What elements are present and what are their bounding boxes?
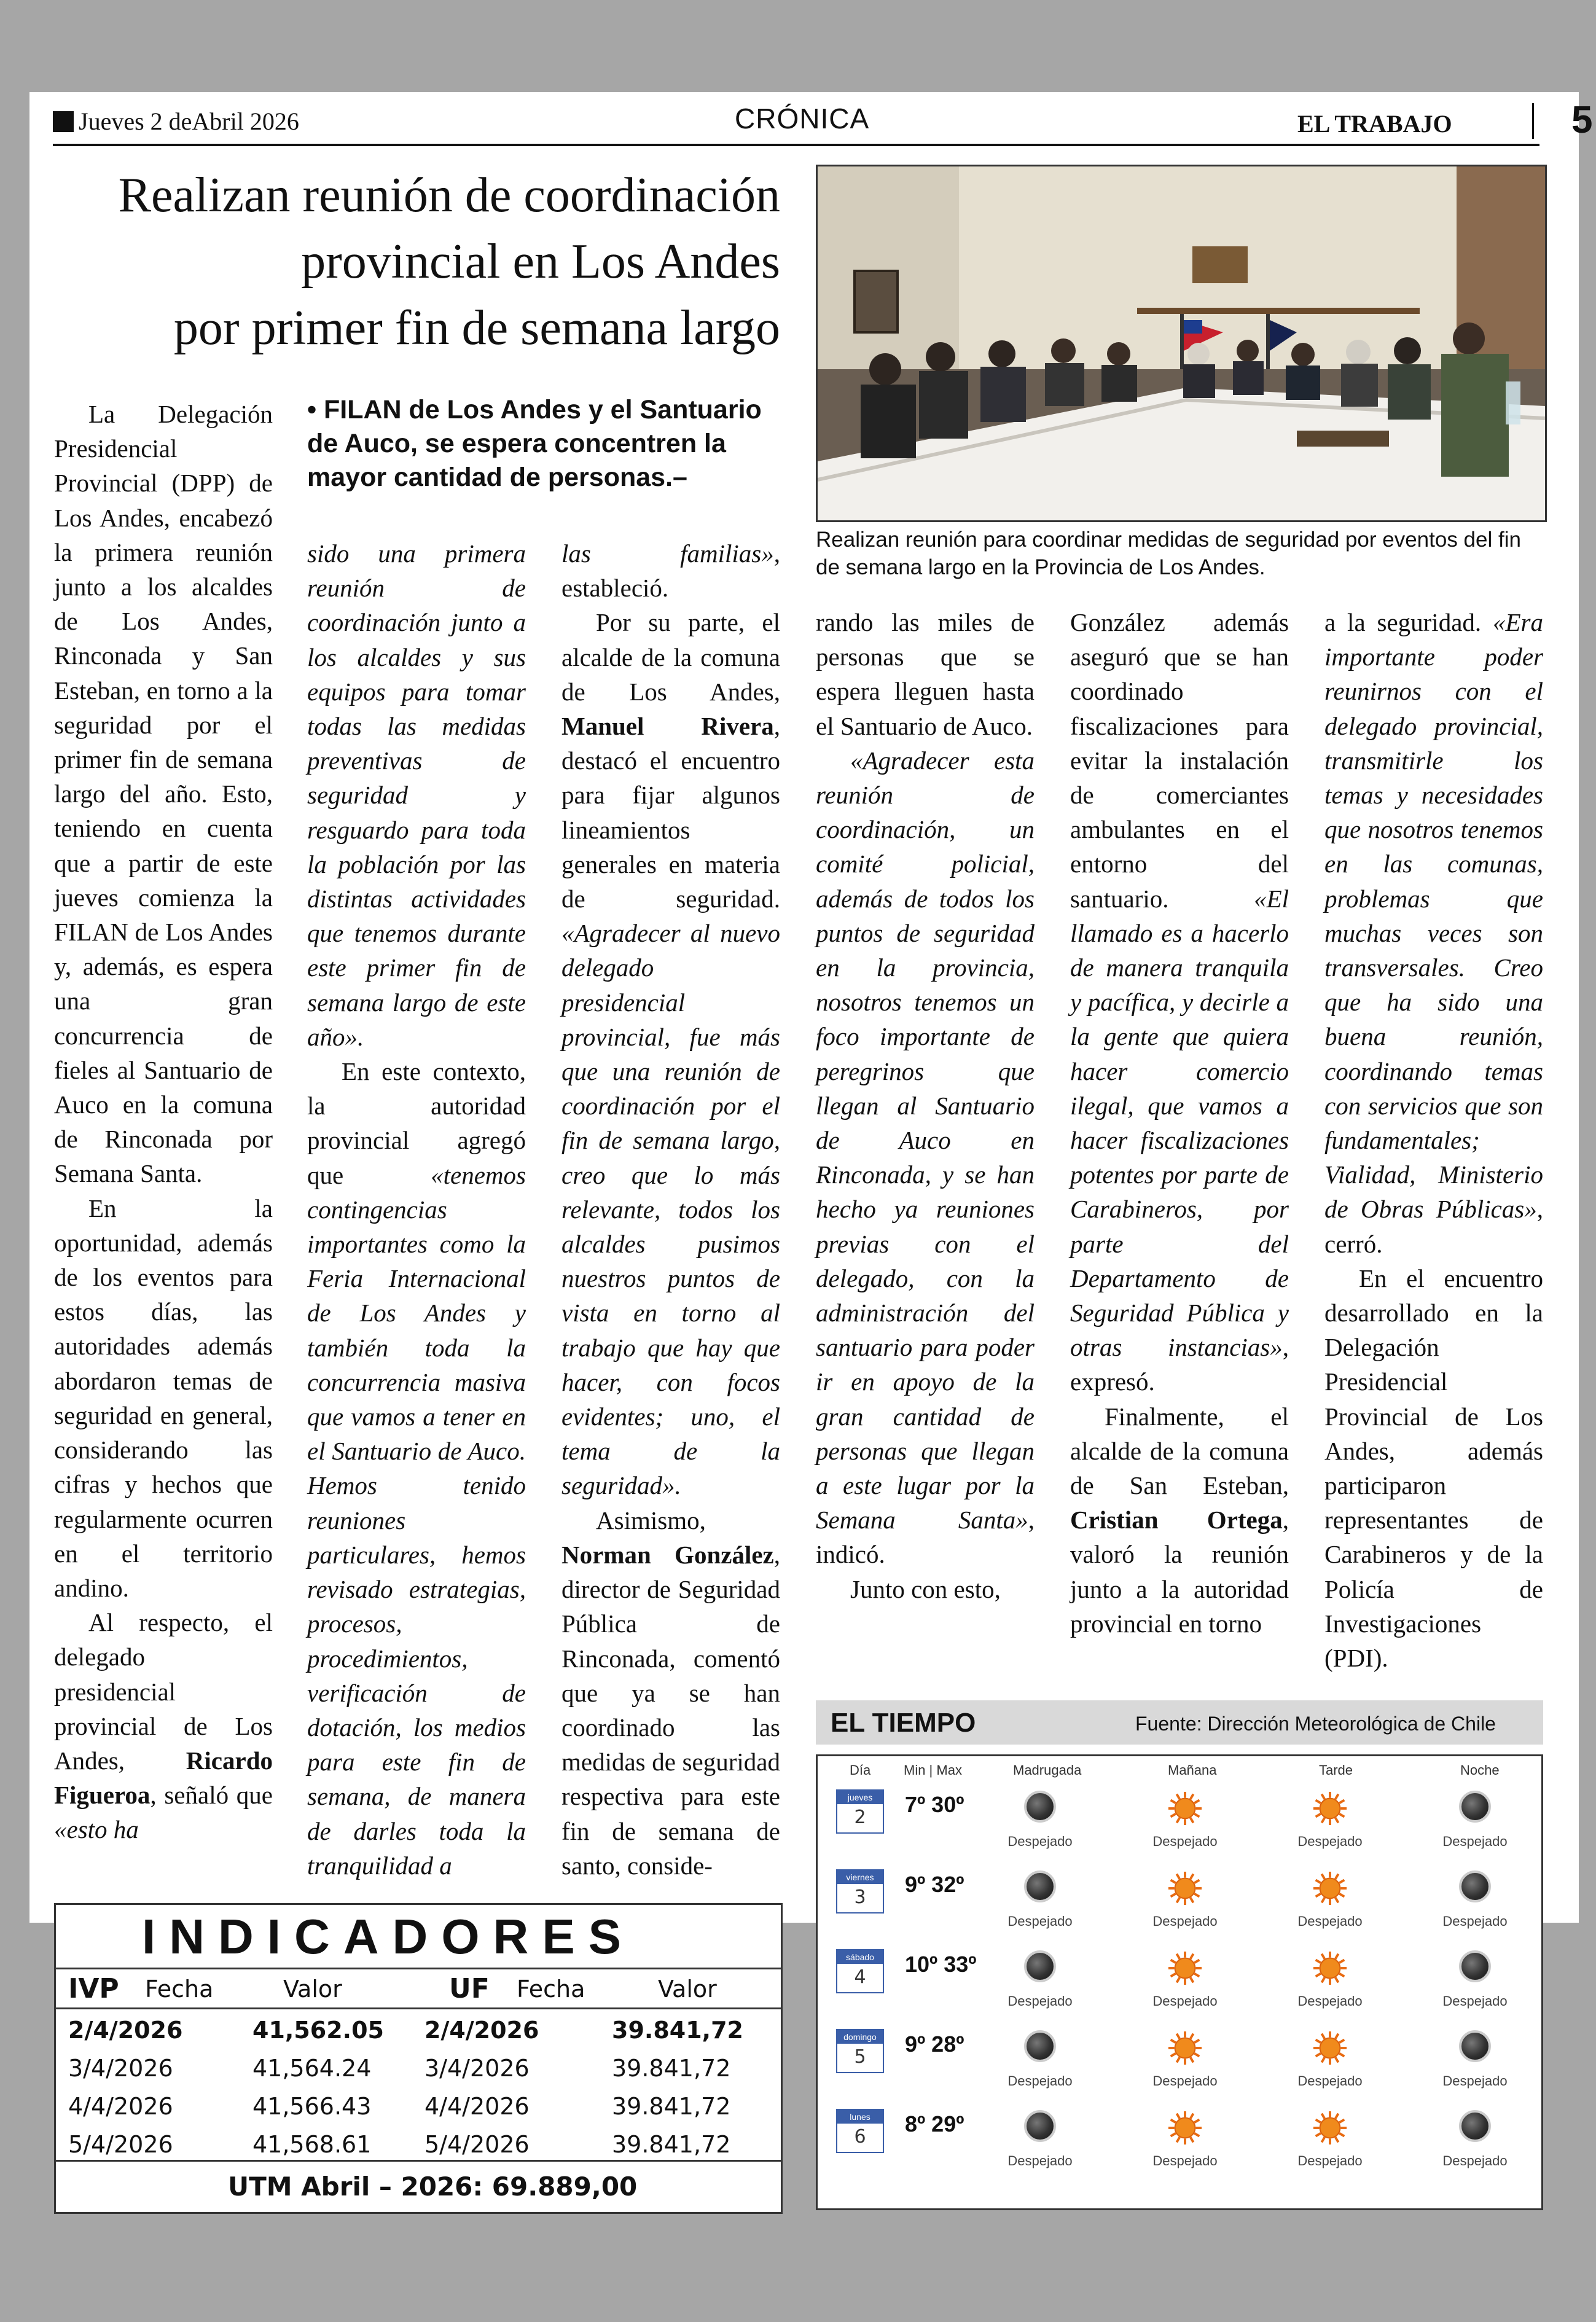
sun-icon [1167, 2110, 1203, 2146]
newspaper-name: EL TRABAJO [1297, 110, 1452, 138]
page-header [53, 98, 1593, 146]
header-date-text: Jueves 2 deAbril 2026 [79, 108, 299, 135]
condition-label: Despejado [1442, 2153, 1508, 2168]
moon-icon [1024, 2030, 1056, 2062]
quote-run: «tenemos contingencias importantes como la Feria Internacional de Los Andes y también toda la concurrencia masiva que vamos a tener en el Santuario de Auco. Hemos tenido reuniones particulares, hemos revisado estrategias, procesos, procedimientos, verificación de dotación, los medios para este fin de semana, de manera de darles toda la tranquilidad a [307, 1160, 526, 1880]
col-header-tarde: Tarde [1319, 1762, 1353, 1778]
condition-label: Despejado [1152, 1834, 1218, 1849]
text-run: Por su parte, el alcalde de la comuna de Los Andes, [561, 608, 780, 706]
col-header-noche: Noche [1460, 1762, 1500, 1778]
weather-day-row [818, 1863, 1543, 1943]
weather-box [816, 1700, 1543, 2210]
ivp-value: 41,562.05 [252, 2017, 384, 2044]
col-header-madrugada: Madrugada [1013, 1762, 1082, 1778]
condition-label: Despejado [1442, 2073, 1508, 2089]
uf-value: 39.841,72 [612, 2017, 743, 2044]
calendar-icon [836, 2109, 884, 2153]
moon-icon [1459, 1950, 1491, 1982]
paragraph [816, 743, 1035, 1572]
calendar-daynum: 5 [854, 2046, 866, 2068]
calendar-dayname: lunes [837, 2110, 883, 2124]
weather-source: Fuente: Dirección Meteorológica de Chile [1135, 1713, 1496, 1735]
article-column-4 [816, 605, 1035, 1606]
condition-label: Despejado [1297, 2153, 1363, 2168]
text-run: , director de Seguridad Pública de Rinconada, comentó que ya se han coordinado las medidas de seguridad respectiva para este fin de semana de santo, conside- [561, 1540, 780, 1880]
paragraph [561, 605, 780, 1503]
uf-date: 3/4/2026 [424, 2055, 530, 2082]
min-max-temps: 8º 29º [905, 2111, 964, 2136]
text-run: , estableció. [561, 539, 780, 603]
col-header-day: Día [850, 1762, 871, 1778]
headline-line: provincial en Los Andes [301, 235, 780, 289]
weather-day-row [818, 1943, 1543, 2023]
calendar-daynum: 2 [854, 1807, 866, 1828]
calendar-dayname: domingo [837, 2030, 883, 2044]
text-run: , señaló que [150, 1781, 273, 1810]
headline-line: por primer fin de semana largo [173, 301, 780, 355]
sun-icon [1167, 2030, 1203, 2066]
text-run: , valoró la reunión junto a la autoridad provincial en torno [1070, 1506, 1289, 1638]
paragraph: En la oportunidad, además de los eventos para estos días, las autoridades además abordaron temas de seguridad en general, considerando las cifras y hechos que regularmente ocurren en el territorio andino. [54, 1194, 273, 1602]
calendar-dayname: viernes [837, 1871, 883, 1884]
weather-day-row [818, 2023, 1543, 2103]
condition-label: Despejado [1297, 1914, 1363, 1929]
paragraph: Junto con esto, [850, 1574, 1001, 1603]
condition-label: Despejado [1007, 1993, 1073, 2009]
text-run: , destacó el encuentro para fijar algunos lineamientos generales en materia de seguridad. [561, 712, 780, 913]
article-column-3 [561, 536, 780, 1883]
text-run: Asimismo, [596, 1506, 706, 1534]
ivp-date: 5/4/2026 [68, 2131, 173, 2158]
sun-icon [1312, 1791, 1348, 1826]
moon-icon [1459, 2030, 1491, 2062]
paragraph [561, 536, 780, 605]
condition-label: Despejado [1007, 2153, 1073, 2168]
weather-header [816, 1700, 1543, 1745]
quote-run: las familias» [561, 539, 774, 568]
moon-icon [1459, 1871, 1491, 1902]
condition-label: Despejado [1297, 1834, 1363, 1849]
indicators-box [54, 1903, 783, 2214]
min-max-temps: 9º 32º [905, 1872, 964, 1897]
uf-label: UF [449, 1973, 490, 2004]
calendar-icon [836, 1869, 884, 1914]
section-title: CRÓNICA [735, 103, 870, 135]
paragraph: La Delegación Presidencial Provincial (DPP) de Los Andes, encabezó la primera reunión junto a los alcaldes de Los Andes, Rinconada y San Esteban, en torno a la seguridad por el primer fin de semana largo del año. Esto, teniendo en cuenta que a partir de este jueves comienza la FILAN de Los Andes y, además, es espera una gran concurrencia de fieles al Santuario de Auco en la comuna de Rinconada por Semana Santa. [54, 400, 273, 1188]
moon-icon [1024, 2110, 1056, 2142]
article-column-2 [307, 536, 526, 1883]
sun-icon [1167, 1791, 1203, 1826]
ivp-date: 3/4/2026 [68, 2055, 173, 2082]
condition-label: Despejado [1297, 1993, 1363, 2009]
weather-title: EL TIEMPO [831, 1708, 976, 1738]
sun-icon [1167, 1950, 1203, 1986]
calendar-daynum: 3 [854, 1886, 866, 1908]
paragraph [1070, 605, 1289, 1399]
quote-run: «El llamado es a hacerlo de manera tranquila y pacífica, y decirle a la gente que quiera hacer comercio ilegal, que vamos a hacer fiscalizaciones potentes por parte de Carabineros, por parte del Departamento de Seguridad Pública y otras instancias» [1070, 884, 1289, 1362]
quote-run: «Agradecer esta reunión de coordinación, un comité policial, además de todos los puntos de seguridad en la provincia, nosotros tenemos un foco importante de peregrinos que llegan al Santuario de Auco en Rinconada, y se han hecho ya reuniones previas con el delegado, con la administración del santuario para poder ir en apoyo de la gran cantidad de personas que llegan a este lugar por la Semana Santa» [816, 746, 1035, 1534]
utm-value: UTM Abril – 2026: 69.889,00 [228, 2172, 638, 2202]
paragraph [307, 1054, 526, 1883]
moon-icon [1024, 1950, 1056, 1982]
calendar-icon [836, 1789, 884, 1834]
uf-date: 5/4/2026 [424, 2131, 530, 2158]
min-max-temps: 10º 33º [905, 1952, 977, 1977]
ivp-value: 41,566.43 [252, 2093, 372, 2120]
text-run: En este contexto, la autoridad provincial agregó que [307, 1057, 526, 1189]
indicators-header [56, 1968, 781, 2009]
moon-icon [1459, 1791, 1491, 1823]
paragraph [561, 1503, 780, 1883]
text-run: , cerró. [1324, 1195, 1543, 1258]
uf-fecha-label: Fecha [517, 1976, 585, 2003]
person-name: Norman González [561, 1540, 774, 1569]
condition-label: Despejado [1007, 1914, 1073, 1929]
ivp-value: 41,568.61 [252, 2131, 372, 2158]
person-name: Cristian Ortega [1070, 1506, 1283, 1534]
text-run: a la seguridad. [1324, 608, 1493, 636]
calendar-daynum: 6 [854, 2126, 866, 2148]
quote-paragraph: sido una primera reunión de coordinación junto a los alcaldes y sus equipos para tomar todas las medidas preventivas de seguridad y resguardo para toda la población por las distintas actividades que tenemos durante este primer fin de semana largo de este año». [307, 539, 526, 1051]
article-column-6 [1324, 605, 1543, 1675]
uf-date: 2/4/2026 [424, 2017, 539, 2044]
moon-icon [1024, 1871, 1056, 1902]
sun-icon [1312, 1871, 1348, 1906]
indicator-row [56, 2009, 781, 2047]
calendar-dayname: jueves [837, 1791, 883, 1804]
square-icon [53, 111, 74, 132]
uf-value: 39.841,72 [612, 2131, 731, 2158]
condition-label: Despejado [1007, 1834, 1073, 1849]
text-run: González además aseguró que se han coordinado fiscalizaciones para evitar la instalación de comerciantes ambulantes en el entorno del santuario. [1070, 608, 1289, 913]
article-photo [816, 165, 1547, 522]
utm-footer [56, 2160, 781, 2212]
ivp-date: 4/4/2026 [68, 2093, 173, 2120]
calendar-icon [836, 1949, 884, 1993]
weather-day-row [818, 2103, 1543, 2183]
text-run: , indicó. [816, 1506, 1035, 1569]
ivp-valor-label: Valor [283, 1976, 342, 2003]
paragraph [1070, 1399, 1289, 1641]
text-run: , expresó. [1070, 1333, 1289, 1396]
quote-run: «esto ha [54, 1815, 139, 1844]
col-header-minmax: Min | Max [904, 1762, 962, 1778]
condition-label: Despejado [1152, 1993, 1218, 2009]
indicator-row [56, 2086, 781, 2124]
header-divider [1532, 103, 1534, 139]
col-header-manana: Mañana [1168, 1762, 1217, 1778]
condition-label: Despejado [1297, 2073, 1363, 2089]
article-column-1 [54, 397, 273, 1847]
header-date [53, 107, 299, 136]
moon-icon [1459, 2110, 1491, 2142]
condition-label: Despejado [1152, 2073, 1218, 2089]
uf-valor-label: Valor [658, 1976, 717, 2003]
article-subhead: • FILAN de Los Andes y el Santuario de Auco, se espera concentren la mayor cantidad de personas.– [307, 395, 762, 492]
quote-run: «Era importante poder reunirnos con el delegado provincial, transmitirle los temas y necesidades que nosotros tenemos en las comunas, problemas que muchas veces son transversales. Creo que ha sido una buena reunión, coordinando temas con servicios que son fundamentales; Vialidad, Ministerio de Obras Públicas» [1324, 608, 1543, 1224]
paragraph [1324, 605, 1543, 1261]
text-run: Finalmente, el alcalde de la comuna de San Esteban, [1070, 1402, 1289, 1500]
ivp-date: 2/4/2026 [68, 2017, 183, 2044]
condition-label: Despejado [1442, 1993, 1508, 2009]
indicators-title: INDICADORES [142, 1909, 635, 1964]
calendar-daynum: 4 [854, 1966, 866, 1988]
sun-icon [1312, 1950, 1348, 1986]
meeting-photo-illustration [818, 166, 1545, 520]
calendar-dayname: sábado [837, 1950, 883, 1964]
uf-value: 39.841,72 [612, 2093, 731, 2120]
article-column-5 [1070, 605, 1289, 1641]
min-max-temps: 9º 28º [905, 2031, 964, 2057]
person-name: Ricardo Figueroa [54, 1746, 273, 1810]
moon-icon [1024, 1791, 1056, 1823]
uf-date: 4/4/2026 [424, 2093, 530, 2120]
article-headline [49, 162, 780, 361]
condition-label: Despejado [1007, 2073, 1073, 2089]
quote-run: «Agradecer al nuevo delegado presidencial provincial, fue más que una reunión de coordinación por el fin de semana largo, creo que lo más relevante, todos los alcaldes pusimos nuestros puntos de vista en torno al trabajo que hay que hacer, con focos evidentes; uno, el tema de la seguridad». [561, 919, 780, 1500]
indicator-row [56, 2124, 781, 2162]
page-number: 5 [1571, 99, 1593, 141]
text-run: Al respecto, el delegado presidencial provincial de Los Andes, [54, 1608, 273, 1775]
person-name: Manuel Rivera [561, 712, 774, 741]
sun-icon [1167, 1871, 1203, 1906]
condition-label: Despejado [1442, 1834, 1508, 1849]
paragraph: En el encuentro desarrollado en la Delegación Presidencial Provincial de Los Andes, además participaron representantes de Carabineros y de la Policía de Investigaciones (PDI). [1324, 1264, 1543, 1673]
condition-label: Despejado [1442, 1914, 1508, 1929]
indicator-row [56, 2047, 781, 2086]
headline-line: Realizan reunión de coordinación [118, 168, 780, 222]
sun-icon [1312, 2030, 1348, 2066]
calendar-icon [836, 2029, 884, 2073]
min-max-temps: 7º 30º [905, 1792, 964, 1817]
weather-day-row [818, 1783, 1543, 1863]
paragraph: rando las miles de personas que se espera lleguen hasta el Santuario de Auco. [816, 608, 1035, 740]
photo-caption: Realizan reunión para coordinar medidas de seguridad por eventos del fin de semana largo en la Provincia de Los Andes. [816, 528, 1521, 579]
ivp-value: 41,564.24 [252, 2055, 372, 2082]
ivp-label: IVP [68, 1973, 119, 2004]
condition-label: Despejado [1152, 2153, 1218, 2168]
paragraph [54, 1605, 273, 1847]
ivp-fecha-label: Fecha [145, 1976, 214, 2003]
weather-grid [816, 1754, 1543, 2210]
sun-icon [1312, 2110, 1348, 2146]
condition-label: Despejado [1152, 1914, 1218, 1929]
uf-value: 39.841,72 [612, 2055, 731, 2082]
